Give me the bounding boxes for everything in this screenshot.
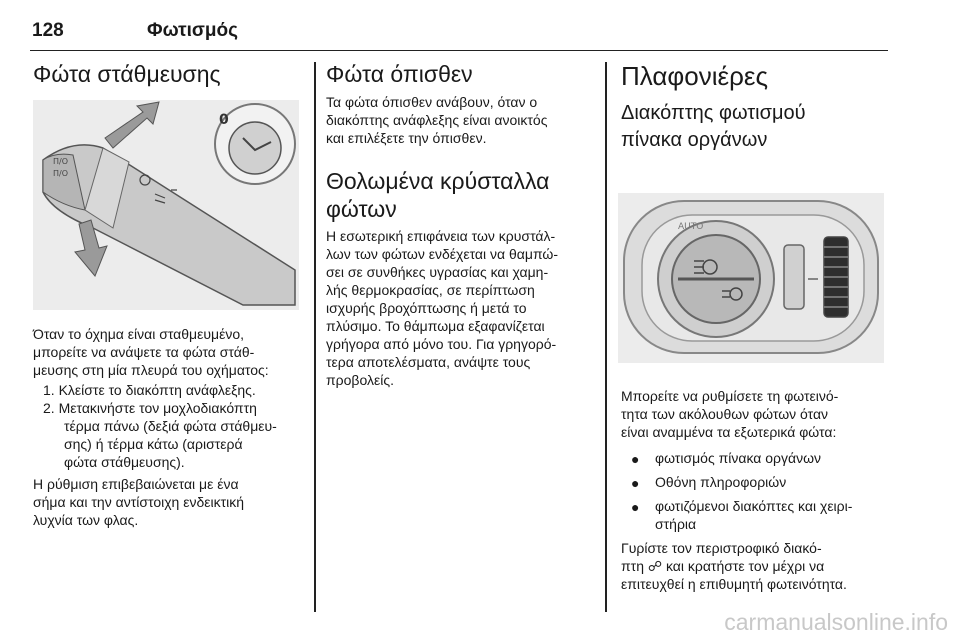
step-text: φώτα στάθμευσης). [64, 454, 185, 470]
section-title-fogged-lenses: φώτων [326, 196, 397, 222]
step-text: Κλείστε το διακόπτη ανάφλεξης. [58, 382, 256, 398]
list-item [621, 473, 891, 491]
paragraph-line: και επιλέξετε την όπισθεν. [326, 130, 487, 146]
lever-drawing [33, 100, 299, 310]
bullet-text: φωτισμός πίνακα οργάνων [655, 450, 822, 466]
inline-text: πτη [621, 558, 644, 574]
list-item [33, 399, 305, 471]
paragraph-line: Η εσωτερική επιφάνεια των κρυστάλ- [326, 228, 556, 244]
column-interior-lights [621, 60, 891, 154]
list-item [621, 449, 891, 467]
paragraph-line: προβολείς. [326, 372, 394, 388]
paragraph-line: πλύσιμο. Το θάμπωμα εξαφανίζεται [326, 318, 545, 334]
subsection-title: πίνακα οργάνων [621, 129, 768, 151]
illustration-turn-signal-lever [33, 100, 299, 310]
lever-label: Π/Ο [53, 169, 69, 178]
section-title-interior-lights: Πλαφονιέρες [621, 61, 769, 91]
column-divider [314, 62, 316, 612]
bullet-icon: ● [631, 499, 640, 515]
section-title-fogged-lenses: Θολωμένα κρύσταλλα [326, 168, 550, 194]
parking-lights-text [33, 325, 305, 529]
inset-label: 0 [219, 112, 229, 128]
lever-label: Π/Ο [53, 157, 69, 166]
column-divider [605, 62, 607, 612]
step-number: 2. [43, 400, 55, 416]
dial-auto-label: AUTO [678, 222, 704, 232]
paragraph-line: Τα φώτα όπισθεν ανάβουν, όταν ο [326, 94, 538, 110]
bullet-text: Οθόνη πληροφοριών [655, 474, 787, 490]
subsection-title: Διακόπτης φωτισμού [621, 102, 806, 124]
paragraph-line: διακόπτης ανάφλεξης είναι ανοικτός [326, 112, 548, 128]
paragraph-line: λων των φώτων ενδέχεται να θαμπώ- [326, 246, 558, 262]
headlight-range-roller-icon [784, 245, 804, 309]
column-reverse-lights [326, 60, 598, 389]
bullet-icon: ● [631, 451, 640, 467]
list-item [33, 381, 305, 399]
section-title-reverse-lights: Φώτα όπισθεν [326, 61, 473, 87]
step-text: Μετακινήστε τον μοχλοδιακόπτη [58, 400, 257, 416]
paragraph-line: είναι αναμμένα τα εξωτερικά φώτα: [621, 424, 837, 440]
bullet-icon: ● [631, 475, 640, 491]
dimmer-symbol-icon: ☍ [647, 558, 663, 574]
page-header [30, 16, 888, 51]
intro-line: μπορείτε να ανάψετε τα φώτα στάθ- [33, 344, 255, 360]
illustration-light-switch [618, 193, 884, 363]
paragraph-line: Μπορείτε να ρυθμίσετε τη φωτεινό- [621, 388, 839, 404]
paragraph-line: ισχυρής βροχόπτωσης ή μετά το [326, 300, 527, 316]
bullet-text: φωτιζόμενοι διακόπτες και χειρι- [655, 498, 853, 514]
step-number: 1. [43, 382, 55, 398]
chapter-title: Φωτισμός [147, 20, 238, 41]
intro-line: Όταν το όχημα είναι σταθμευμένο, [33, 326, 245, 342]
list-item [621, 497, 891, 533]
watermark: carmanualsonline.info [724, 609, 948, 635]
inline-text: και κρατήστε τον μέχρι να [665, 558, 825, 574]
steps-list [33, 381, 305, 471]
interior-lights-text [621, 387, 891, 593]
column-parking-lights [33, 60, 305, 88]
outro-line: σήμα και την αντίστοιχη ενδεικτική [33, 494, 245, 510]
switch-panel-drawing [618, 193, 884, 363]
bullet-text: στήρια [655, 516, 697, 532]
paragraph-line: λής θερμοκρασίας, σε περίπτωση [326, 282, 535, 298]
paragraph-line: επιτευχθεί η επιθυμητή φωτεινότητα. [621, 576, 847, 592]
section-title-parking-lights: Φώτα στάθμευσης [33, 61, 221, 87]
paragraph-line: Γυρίστε τον περιστροφικό διακό- [621, 540, 822, 556]
bullet-list [621, 449, 891, 533]
paragraph-line: σει σε συνθήκες υγρασίας και χαμη- [326, 264, 549, 280]
step-text: σης) ή τέρμα κάτω (αριστερά [64, 436, 243, 452]
paragraph-line: γρήγορα από μόνο του. Για γρηγορό- [326, 336, 557, 352]
paragraph-line: τητα των ακόλουθων φώτων όταν [621, 406, 829, 422]
step-text: τέρμα πάνω (δεξιά φώτα στάθμευ- [64, 418, 277, 434]
paragraph-line: τερα αποτελέσματα, ανάψτε τους [326, 354, 531, 370]
paragraph-line [621, 557, 891, 575]
page-number: 128 [32, 20, 64, 41]
ignition-inset-icon [229, 122, 281, 174]
outro-line: Η ρύθμιση επιβεβαιώνεται με ένα [33, 476, 239, 492]
outro-line: λυχνία των φλας. [33, 512, 139, 528]
intro-line: μευσης στη μία πλευρά του οχήματος: [33, 362, 269, 378]
